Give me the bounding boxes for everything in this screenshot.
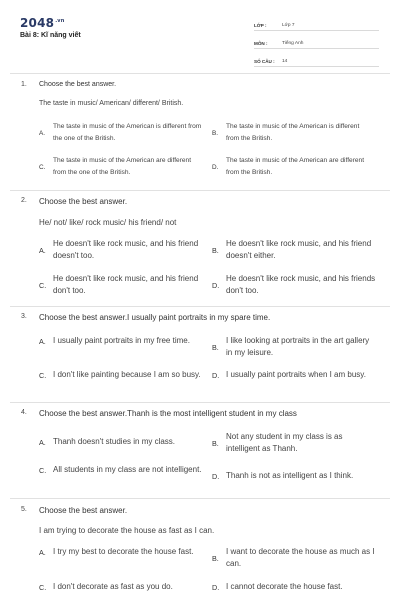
option-d[interactable] <box>212 369 377 381</box>
logo-suffix: .vn <box>55 18 65 24</box>
option-text: He doesn't like rock music, and his friend don't too. <box>53 274 199 295</box>
logo-text: 2048 <box>20 16 55 30</box>
option-c[interactable] <box>39 464 204 476</box>
option-text: The taste in music of the American is different from the British. <box>226 123 360 142</box>
lesson-title: Bài 8: Kĩ năng viết <box>20 32 81 39</box>
option-text: The taste in music of the American are different from the one of the British. <box>53 157 192 176</box>
option-letter: A. <box>39 129 46 137</box>
option-letter: C. <box>39 582 47 592</box>
option-text: I try my best to decorate the house fast. <box>53 547 194 556</box>
option-c[interactable] <box>39 273 209 297</box>
option-c[interactable] <box>39 155 204 179</box>
option-text: Not any student in my class is as intelligent as Thanh. <box>226 432 343 453</box>
option-d[interactable] <box>212 273 380 297</box>
option-letter: A. <box>39 437 46 447</box>
option-text: I cannot decorate the house fast. <box>226 582 343 591</box>
option-letter: D. <box>212 163 219 171</box>
question-title: Choose the best answer. <box>39 506 128 515</box>
option-letter: B. <box>212 342 219 352</box>
question-number: 2. <box>21 197 27 204</box>
option-b[interactable] <box>212 121 372 145</box>
option-letter: C. <box>39 370 47 380</box>
option-text: The taste in music of the American are different from the British. <box>226 157 365 176</box>
meta-label: SỐ CÂU : <box>254 59 275 64</box>
meta-row-count <box>254 51 379 67</box>
option-text: He doesn't like rock music, and his friend doesn't too. <box>53 239 199 260</box>
question-sentence: He/ not/ like/ rock music/ his friend/ not <box>39 218 177 227</box>
option-text: Thanh doesn't studies in my class. <box>53 437 176 446</box>
option-d[interactable] <box>212 470 382 482</box>
divider <box>10 402 390 403</box>
question-title: Choose the best answer. <box>39 81 117 88</box>
option-letter: A. <box>39 245 46 255</box>
meta-label: LỚP : <box>254 23 267 28</box>
divider <box>10 190 390 191</box>
option-a[interactable] <box>39 121 204 145</box>
option-letter: C. <box>39 465 47 475</box>
divider <box>10 498 390 499</box>
divider <box>10 306 390 307</box>
option-letter: B. <box>212 553 219 563</box>
question-number: 1. <box>21 81 27 88</box>
option-text: Thanh is not as intelligent as I think. <box>226 471 354 480</box>
option-b[interactable] <box>212 238 380 262</box>
option-text: The taste in music of the American is different from the one of the British. <box>53 123 202 142</box>
meta-row-grade <box>254 15 379 31</box>
meta-table <box>254 15 379 69</box>
option-text: I usually paint portraits in my free time. <box>53 336 190 345</box>
option-a[interactable] <box>39 436 209 448</box>
option-letter: A. <box>39 336 46 346</box>
option-a[interactable] <box>39 335 204 347</box>
meta-value: Lớp 7 <box>282 23 295 28</box>
option-text: I like looking at portraits in the art gallery in my leisure. <box>226 336 370 357</box>
option-letter: D. <box>212 370 220 380</box>
option-b[interactable] <box>212 335 377 359</box>
option-b[interactable] <box>212 431 377 455</box>
option-letter: D. <box>212 280 220 290</box>
divider <box>10 73 390 74</box>
option-letter: D. <box>212 582 220 592</box>
option-letter: B. <box>212 438 219 448</box>
option-letter: C. <box>39 163 46 171</box>
option-a[interactable] <box>39 546 204 558</box>
option-letter: C. <box>39 280 47 290</box>
option-text: He doesn't like rock music, and his friends don't too. <box>226 274 376 295</box>
option-d[interactable] <box>212 581 382 593</box>
option-text: I want to decorate the house as much as I can. <box>226 547 375 568</box>
option-c[interactable] <box>39 369 209 381</box>
question-number: 4. <box>21 409 27 416</box>
question-number: 5. <box>21 506 27 513</box>
option-a[interactable] <box>39 238 209 262</box>
option-c[interactable] <box>39 581 209 593</box>
question-title: Choose the best answer. <box>39 197 128 206</box>
option-letter: B. <box>212 129 219 137</box>
option-letter: B. <box>212 245 219 255</box>
question-sentence: The taste in music/ American/ different/ British. <box>39 100 184 107</box>
option-d[interactable] <box>212 155 372 179</box>
option-text: I don't decorate as fast as you do. <box>53 582 173 591</box>
option-text: I don't like painting because I am so busy. <box>53 370 201 379</box>
option-text: I usually paint portraits when I am busy. <box>226 370 366 379</box>
option-b[interactable] <box>212 546 377 570</box>
question-number: 3. <box>21 313 27 320</box>
meta-label: MÔN : <box>254 41 268 46</box>
site-logo[interactable] <box>20 16 65 30</box>
option-letter: A. <box>39 547 46 557</box>
question-sentence: I am trying to decorate the house as fast as I can. <box>39 526 215 535</box>
option-text: He doesn't like rock music, and his friend doesn't either. <box>226 239 372 260</box>
meta-row-subject <box>254 33 379 49</box>
option-text: All students in my class are not intelligent. <box>53 465 202 474</box>
worksheet-header <box>0 0 400 70</box>
question-title: Choose the best answer.I usually paint portraits in my spare time. <box>39 313 271 322</box>
meta-value: 14 <box>282 59 288 64</box>
question-title: Choose the best answer.Thanh is the most intelligent student in my class <box>39 409 297 418</box>
meta-value: Tiếng Anh <box>282 41 304 46</box>
option-letter: D. <box>212 471 220 481</box>
